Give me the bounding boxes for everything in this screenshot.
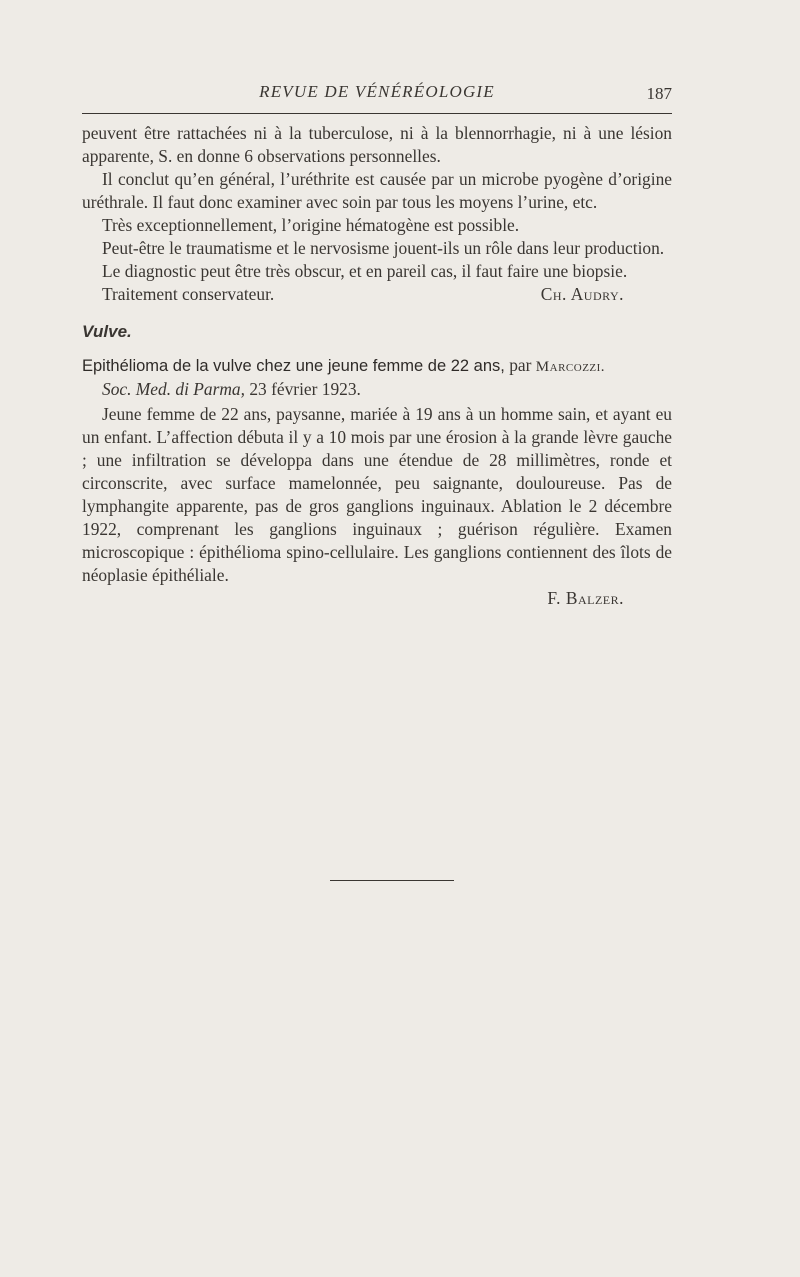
closing-line: [82, 283, 672, 306]
article-source: Soc. Med. di Parma,: [102, 379, 245, 399]
header-rule: [82, 113, 672, 114]
article-title: Epithélioma de la vulve chez une jeune femme de 22 ans,: [82, 357, 505, 375]
section-heading: Vulve.: [82, 322, 132, 341]
paragraph: Le diagnostic peut être très obscur, et en pareil cas, il faut faire une biopsie.: [102, 261, 628, 281]
paragraph: Très exceptionnellement, l’origine hématogène est possible.: [102, 215, 520, 235]
article-body: Jeune femme de 22 ans, paysanne, mariée à 19 ans à un homme sain, et ayant eu un enfant. L’affection débuta il y a 10 mois par une érosion à la grande lèvre gauche ; une infiltration se développa dans une étendue de 28 millimètres, ronde et circonscrite, avec surface mamelonnée, peu saignante, douloureuse. Pas de lymphangite apparente, pas de gros ganglions inguinaux. Ablation le 2 décembre 1922, comprenant les ganglions inguinaux ; guérison régulière. Examen microscopique : épithélioma spino-cellulaire. Les ganglions contiennent des îlots de néoplasie épithéliale.: [82, 404, 672, 585]
article-heading: [82, 354, 672, 400]
article-signature: F. Balzer.: [547, 588, 624, 608]
page-body: [82, 122, 672, 610]
end-rule: [330, 880, 454, 881]
closing-text: Traitement conservateur.: [102, 284, 275, 304]
paragraph: Peut-être le traumatisme et le nervosisme jouent-ils un rôle dans leur production.: [102, 238, 665, 258]
article-signature-line: [82, 587, 672, 610]
page-header: [82, 82, 672, 110]
continued-paragraph: peuvent être rattachées ni à la tuberculose, ni à la blennorrhagie, ni à une lésion apparente, S. en donne 6 observations personnelles.: [82, 123, 672, 166]
author-prefix: par: [509, 355, 532, 375]
paragraph: Il conclut qu’en général, l’uréthrite est causée par un microbe pyogène d’origine uréthrale. Il faut donc examiner avec soin par tous les moyens l’urine, etc.: [82, 169, 672, 212]
author-signature: Ch. Audry.: [540, 284, 624, 304]
article-date: 23 février 1923.: [249, 379, 361, 399]
running-title: REVUE DE VÉNÉRÉOLOGIE: [259, 82, 495, 101]
page-number: 187: [646, 84, 672, 103]
article-author: Marcozzi.: [535, 359, 606, 375]
